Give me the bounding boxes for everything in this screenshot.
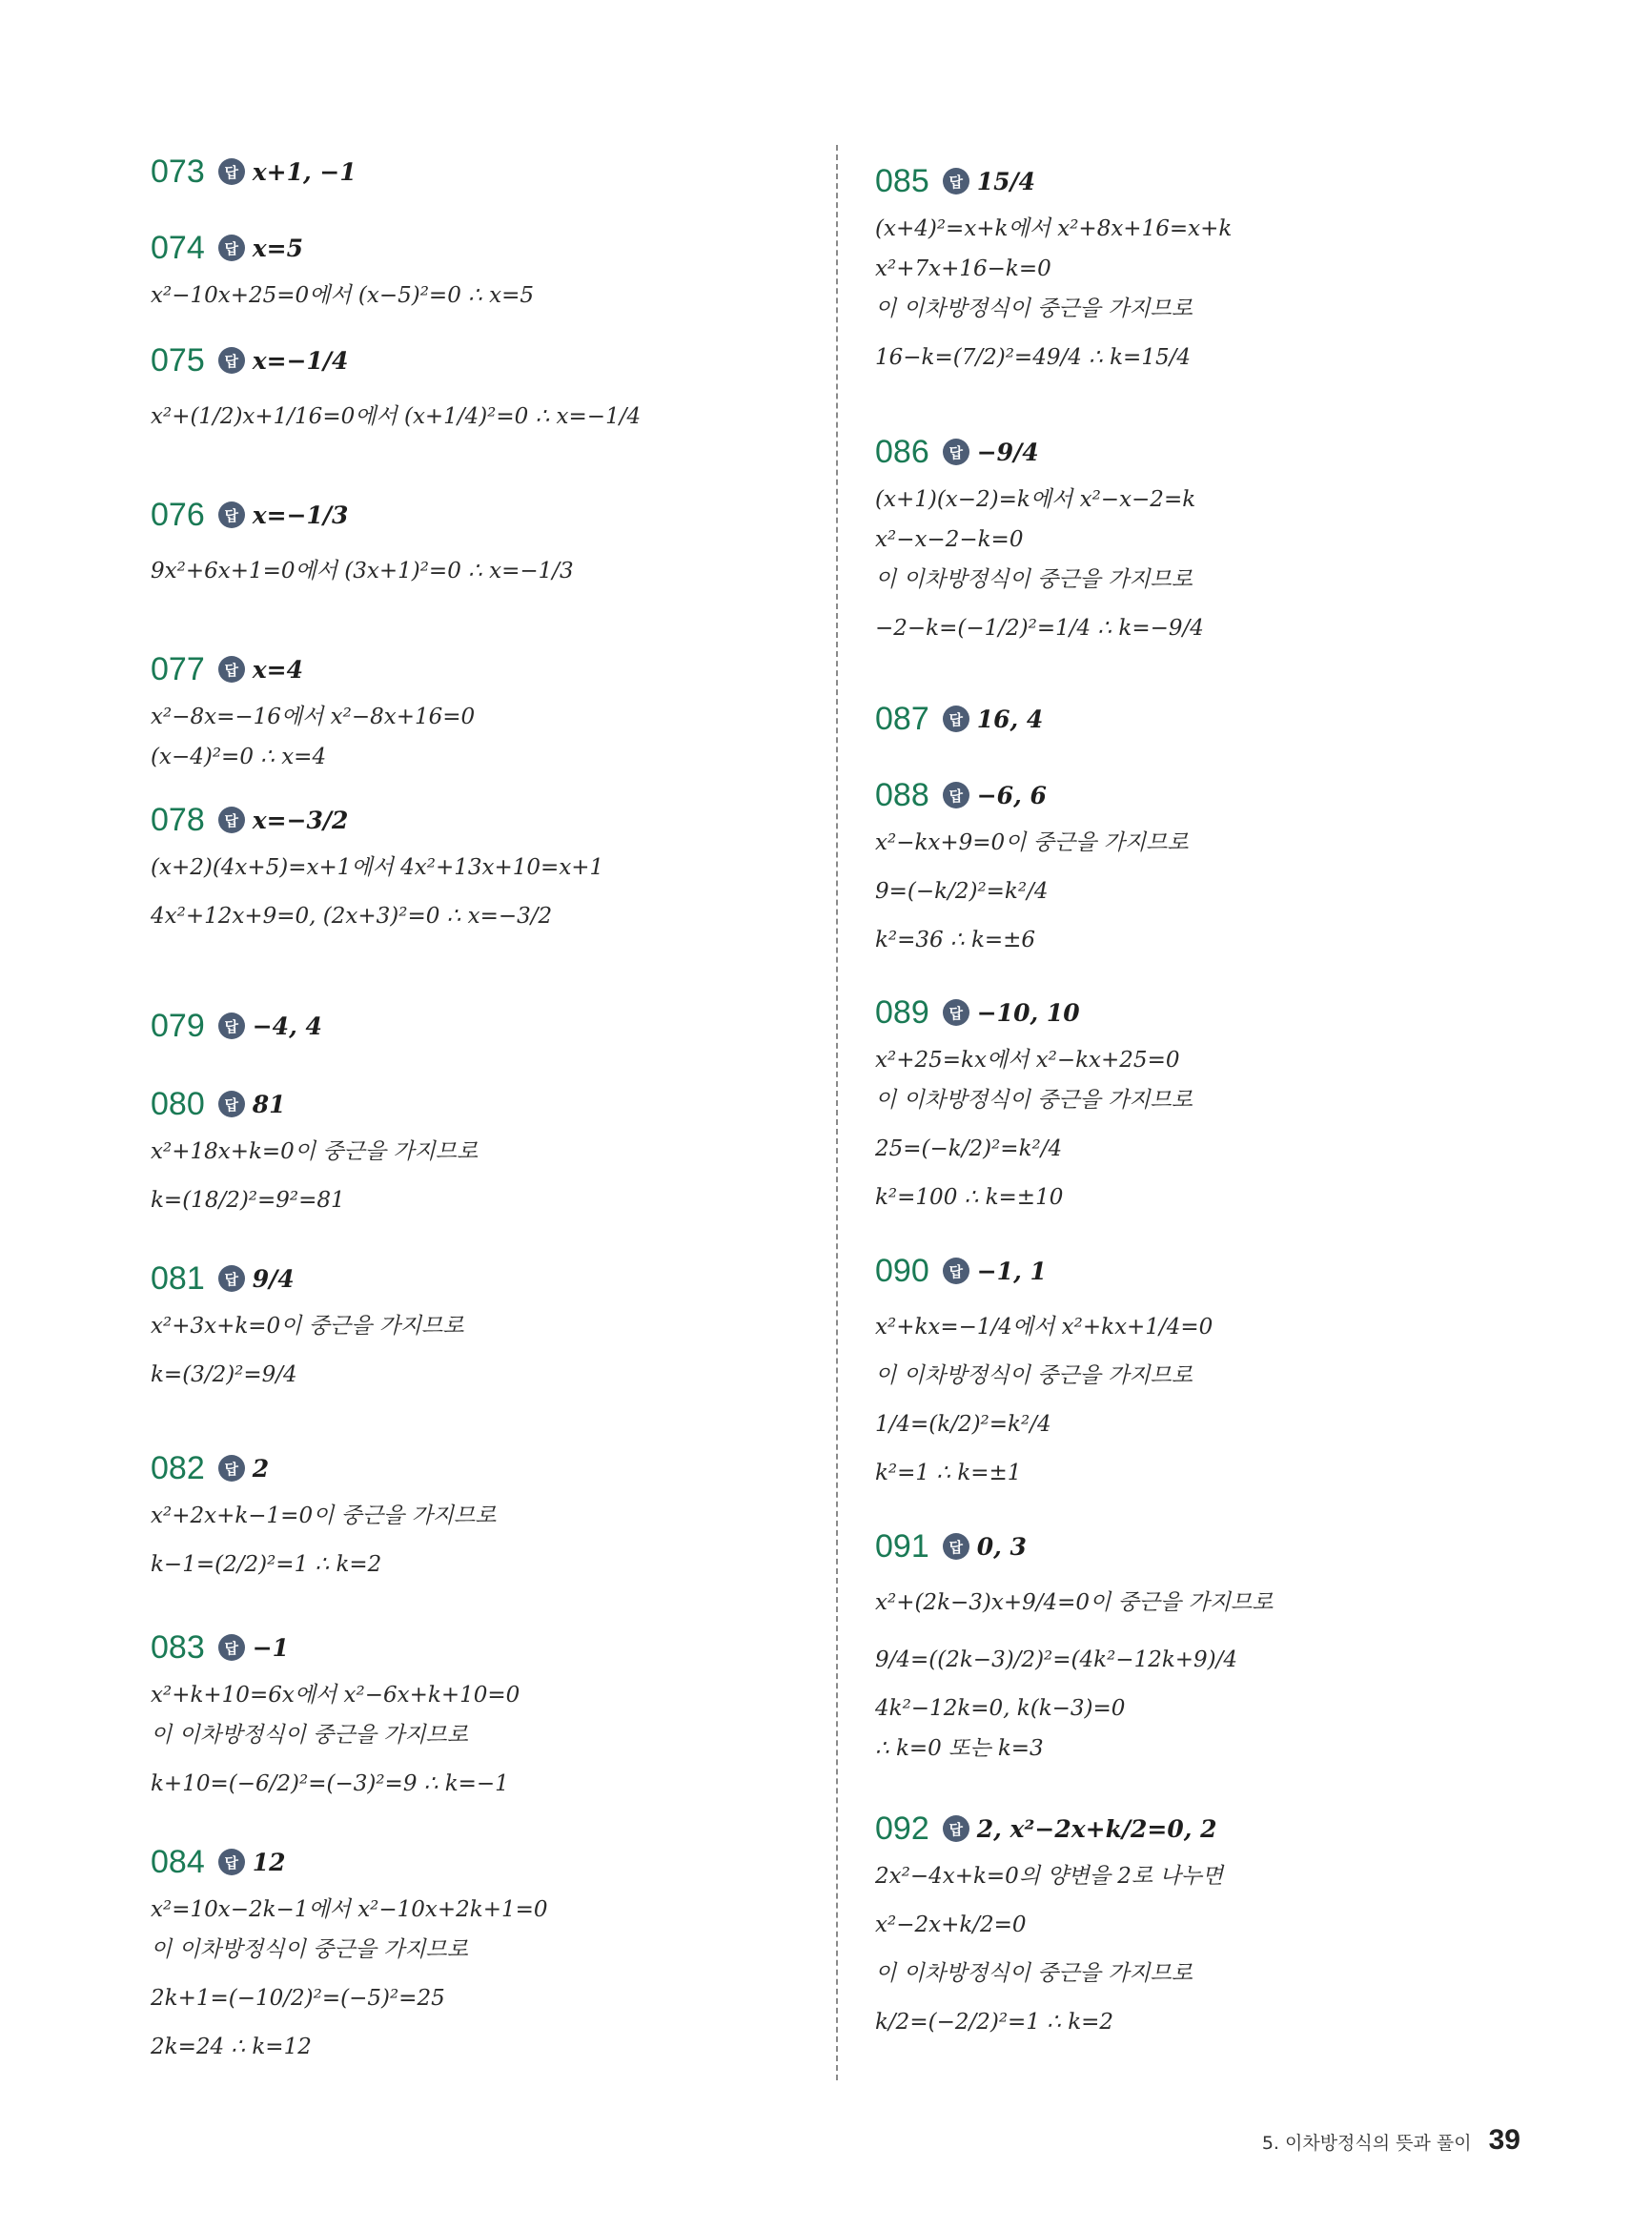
answer-badge-icon: 답 — [943, 168, 969, 194]
problem-header — [151, 793, 818, 847]
problem-header — [875, 154, 1542, 208]
problem-number: 074 — [151, 229, 205, 266]
problem-header — [151, 1835, 818, 1889]
answer-text: x=5 — [252, 234, 303, 262]
solution-line: k²=1 ∴ k=±1 — [875, 1461, 1022, 1485]
problem-number: 081 — [151, 1259, 205, 1297]
problem-086 — [875, 425, 1542, 656]
solution-line: 이 이차방정식이 중근을 가지므로 — [151, 1937, 468, 1962]
problem-number: 089 — [875, 993, 929, 1031]
answer-badge-icon: 답 — [943, 706, 969, 732]
answer-badge-icon: 답 — [218, 347, 245, 374]
problem-089 — [875, 986, 1542, 1217]
problem-number: 076 — [151, 496, 205, 533]
problem-number: 075 — [151, 341, 205, 378]
solution-line: 2x²−4x+k=0의 양변을 2로 나누면 — [875, 1864, 1224, 1889]
answer-text: 15/4 — [976, 167, 1036, 195]
solution-line: x²+(1/2)x+1/16=0에서 (x+1/4)²=0 ∴ x=−1/4 — [151, 404, 642, 429]
solution-line: k=(3/2)²=9/4 — [151, 1362, 297, 1387]
problem-number: 080 — [151, 1085, 205, 1122]
answer-badge-icon: 답 — [943, 782, 969, 808]
answer-text: 0, 3 — [976, 1532, 1027, 1561]
answer-badge-icon: 답 — [943, 1533, 969, 1560]
problem-080 — [151, 1077, 818, 1228]
answer-text: x=−1/4 — [252, 346, 349, 375]
answer-text: −1, 1 — [976, 1257, 1047, 1285]
problem-076 — [151, 488, 818, 599]
problem-header — [151, 1077, 818, 1131]
problem-092 — [875, 1802, 1542, 2050]
problem-082 — [151, 1442, 818, 1592]
answer-badge-icon: 답 — [218, 235, 245, 261]
problem-number: 073 — [151, 153, 205, 190]
answer-badge-icon: 답 — [218, 1849, 245, 1875]
answer-badge-icon: 답 — [218, 1455, 245, 1482]
problem-085 — [875, 154, 1542, 385]
problem-number: 087 — [875, 700, 929, 737]
answer-badge-icon: 답 — [943, 1258, 969, 1284]
answer-badge-icon: 답 — [218, 501, 245, 528]
answer-text: −6, 6 — [976, 781, 1047, 809]
solution-line: (x−4)²=0 ∴ x=4 — [151, 745, 327, 769]
solution-line: 2k+1=(−10/2)²=(−5)²=25 — [151, 1986, 445, 2011]
page-footer — [1262, 2124, 1520, 2157]
solution-line: (x+4)²=x+k에서 x²+8x+16=x+k — [875, 216, 1233, 241]
answer-text: −1 — [252, 1633, 290, 1662]
solution-line: 이 이차방정식이 중근을 가지므로 — [151, 1723, 468, 1748]
answer-text: 12 — [252, 1848, 286, 1876]
solution-line: 1/4=(k/2)²=k²/4 — [875, 1412, 1051, 1437]
problem-header — [875, 1244, 1542, 1298]
solution-line: x²+kx=−1/4에서 x²+kx+1/4=0 — [875, 1315, 1214, 1340]
solution-line: −2−k=(−1/2)²=1/4 ∴ k=−9/4 — [875, 616, 1204, 641]
problem-header — [875, 768, 1542, 822]
solution-line: 4x²+12x+9=0, (2x+3)²=0 ∴ x=−3/2 — [151, 904, 553, 929]
solution-line: 9x²+6x+1=0에서 (3x+1)²=0 ∴ x=−1/3 — [151, 559, 574, 583]
problem-075 — [151, 334, 818, 444]
problem-number: 079 — [151, 1007, 205, 1044]
solution-line: x²−8x=−16에서 x²−8x+16=0 — [151, 705, 476, 729]
page-number: 39 — [1488, 2124, 1520, 2156]
answer-badge-icon: 답 — [218, 1265, 245, 1292]
solution-line: k−1=(2/2)²=1 ∴ k=2 — [151, 1552, 382, 1577]
solution-line: 25=(−k/2)²=k²/4 — [875, 1136, 1063, 1161]
solution-line: x²+(2k−3)x+9/4=0이 중근을 가지므로 — [875, 1590, 1274, 1615]
problem-header — [151, 1252, 818, 1305]
answer-text: −4, 4 — [252, 1012, 322, 1040]
problem-header — [151, 221, 818, 275]
solution-line: 이 이차방정식이 중근을 가지므로 — [875, 567, 1193, 592]
solution-line: k²=100 ∴ k=±10 — [875, 1185, 1064, 1210]
answer-badge-icon: 답 — [218, 158, 245, 185]
problem-077 — [151, 643, 818, 776]
problem-number: 090 — [875, 1252, 929, 1289]
problem-073 — [151, 145, 818, 198]
answer-text: x=4 — [252, 655, 303, 684]
problem-number: 092 — [875, 1810, 929, 1847]
problem-088 — [875, 768, 1542, 959]
solution-line: k=(18/2)²=9²=81 — [151, 1188, 345, 1213]
problem-083 — [151, 1621, 818, 1811]
problem-087 — [875, 692, 1542, 746]
answer-text: x=−3/2 — [252, 806, 349, 834]
problem-header — [151, 1442, 818, 1495]
problem-number: 078 — [151, 801, 205, 838]
answer-badge-icon: 답 — [943, 439, 969, 465]
answer-badge-icon: 답 — [943, 999, 969, 1026]
problem-number: 082 — [151, 1449, 205, 1486]
solution-line: x²−10x+25=0에서 (x−5)²=0 ∴ x=5 — [151, 283, 534, 308]
answer-badge-icon: 답 — [218, 807, 245, 833]
problem-number: 086 — [875, 433, 929, 470]
solution-line: 16−k=(7/2)²=49/4 ∴ k=15/4 — [875, 345, 1191, 370]
answer-text: 16, 4 — [976, 705, 1044, 733]
problem-number: 091 — [875, 1527, 929, 1565]
answer-text: x+1, −1 — [252, 157, 357, 186]
solution-line: (x+2)(4x+5)=x+1에서 4x²+13x+10=x+1 — [151, 855, 604, 880]
problem-header — [151, 145, 818, 198]
problem-number: 084 — [151, 1843, 205, 1880]
solution-line: 4k²−12k=0, k(k−3)=0 — [875, 1696, 1126, 1721]
column-divider — [836, 145, 838, 2080]
problem-079 — [151, 999, 818, 1053]
solution-line: x²+k+10=6x에서 x²−6x+k+10=0 — [151, 1683, 520, 1708]
solution-line: 9/4=((2k−3)/2)²=(4k²−12k+9)/4 — [875, 1647, 1238, 1672]
solution-line: x²+25=kx에서 x²−kx+25=0 — [875, 1048, 1180, 1073]
problem-header — [151, 643, 818, 696]
solution-line: x²+3x+k=0이 중근을 가지므로 — [151, 1314, 464, 1339]
problem-header — [151, 1621, 818, 1674]
problem-header — [875, 1802, 1542, 1855]
answer-text: 81 — [252, 1090, 286, 1118]
answer-badge-icon: 답 — [218, 656, 245, 683]
problem-081 — [151, 1252, 818, 1402]
solution-line: 2k=24 ∴ k=12 — [151, 2035, 312, 2059]
problem-header — [875, 1520, 1542, 1573]
answer-text: −9/4 — [976, 438, 1039, 466]
problem-078 — [151, 793, 818, 944]
problem-091 — [875, 1520, 1542, 1768]
problem-074 — [151, 221, 818, 315]
solution-line: x²+2x+k−1=0이 중근을 가지므로 — [151, 1504, 497, 1528]
solution-line: x²−x−2−k=0 — [875, 527, 1024, 552]
answer-badge-icon: 답 — [218, 1634, 245, 1661]
solution-line: x²−kx+9=0이 중근을 가지므로 — [875, 830, 1189, 855]
solution-line: 이 이차방정식이 중근을 가지므로 — [875, 1961, 1193, 1986]
solution-line: k+10=(−6/2)²=(−3)²=9 ∴ k=−1 — [151, 1771, 509, 1796]
problem-header — [151, 999, 818, 1053]
problem-number: 085 — [875, 162, 929, 199]
solution-line: 이 이차방정식이 중근을 가지므로 — [875, 1363, 1193, 1388]
solution-line: ∴ k=0 또는 k=3 — [875, 1736, 1044, 1761]
problem-090 — [875, 1244, 1542, 1492]
problem-header — [875, 986, 1542, 1039]
answer-badge-icon: 답 — [943, 1815, 969, 1842]
solution-line: k²=36 ∴ k=±6 — [875, 928, 1036, 952]
problem-084 — [151, 1835, 818, 2066]
solution-line: 이 이차방정식이 중근을 가지므로 — [875, 297, 1193, 321]
solution-line: x²−2x+k/2=0 — [875, 1913, 1027, 1937]
solution-line: x²=10x−2k−1에서 x²−10x+2k+1=0 — [151, 1897, 548, 1922]
problem-header — [151, 334, 818, 387]
solution-line: k/2=(−2/2)²=1 ∴ k=2 — [875, 2010, 1114, 2035]
solution-line: x²+18x+k=0이 중근을 가지므로 — [151, 1139, 479, 1164]
answer-text: 9/4 — [252, 1264, 295, 1293]
solution-line: (x+1)(x−2)=k에서 x²−x−2=k — [875, 487, 1196, 512]
problem-number: 077 — [151, 650, 205, 687]
chapter-title: 5. 이차방정식의 뜻과 풀이 — [1261, 2133, 1472, 2154]
answer-badge-icon: 답 — [218, 1091, 245, 1117]
answer-badge-icon: 답 — [218, 1013, 245, 1039]
problem-header — [875, 692, 1542, 746]
answer-text: −10, 10 — [976, 998, 1080, 1027]
problem-header — [875, 425, 1542, 479]
solution-line: 9=(−k/2)²=k²/4 — [875, 879, 1049, 904]
problem-header — [151, 488, 818, 542]
problem-number: 088 — [875, 776, 929, 813]
answer-text: 2, x²−2x+k/2=0, 2 — [976, 1814, 1217, 1843]
problem-number: 083 — [151, 1628, 205, 1666]
answer-text: 2 — [252, 1454, 270, 1483]
solution-line: 이 이차방정식이 중근을 가지므로 — [875, 1088, 1193, 1113]
solution-line: x²+7x+16−k=0 — [875, 256, 1051, 281]
answer-text: x=−1/3 — [252, 501, 349, 529]
